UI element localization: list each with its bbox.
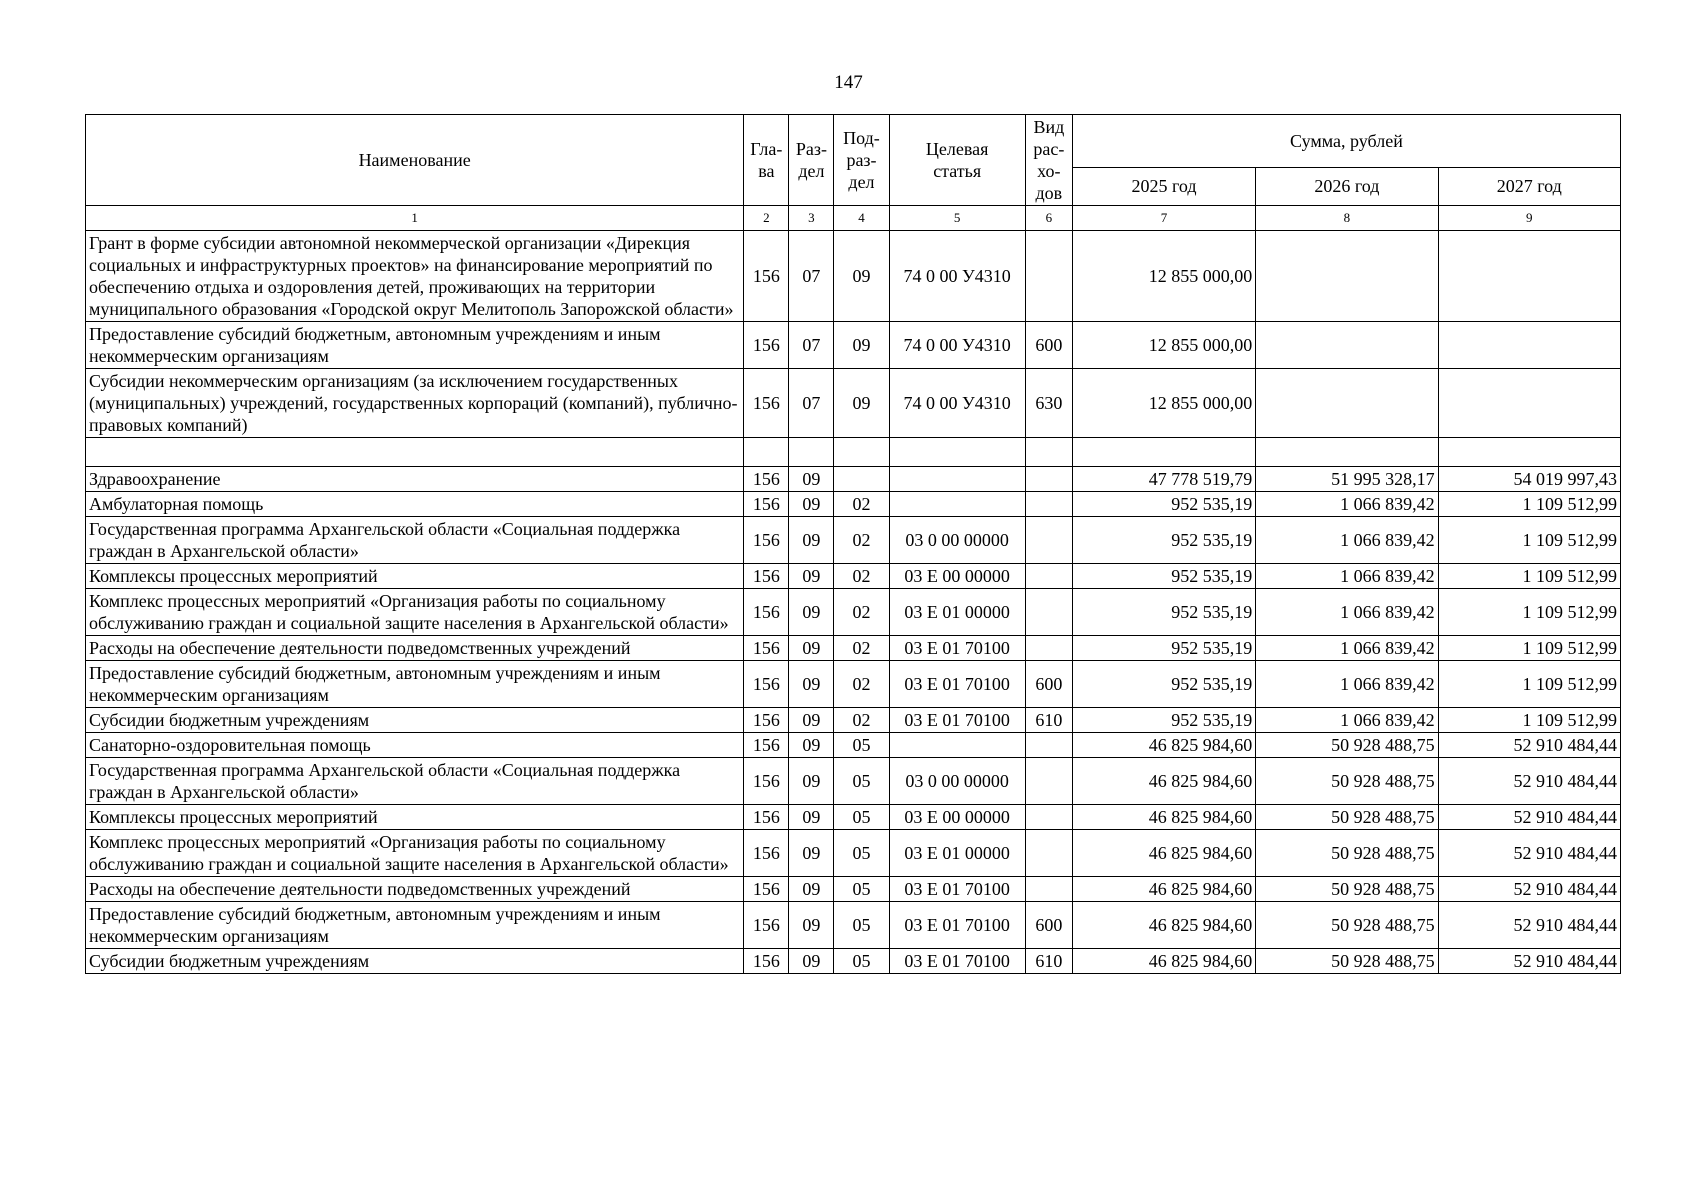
row-sum-2027: 52 910 484,44 <box>1438 758 1620 805</box>
row-chapter: 156 <box>744 708 789 733</box>
row-expense-type <box>1025 467 1072 492</box>
row-target-article: 03 Е 01 70100 <box>889 708 1025 733</box>
row-sum-2026: 50 928 488,75 <box>1256 877 1438 902</box>
row-sum-2026 <box>1256 438 1438 467</box>
row-name: Расходы на обеспечение деятельности подведомственных учреждений <box>86 877 744 902</box>
row-name: Государственная программа Архангельской области «Социальная поддержка граждан в Архангельской области» <box>86 758 744 805</box>
column-number: 4 <box>834 206 889 231</box>
row-sum-2026: 1 066 839,42 <box>1256 564 1438 589</box>
row-name: Грант в форме субсидии автономной некоммерческой организации «Дирекция социальных и инфраструктурных проектов» на финансирование мероприятий по обеспечению отдыха и оздоровления детей, проживающих на территории муниципального образования «Городской округ Мелитополь Запорожской области» <box>86 231 744 322</box>
row-target-article <box>889 733 1025 758</box>
row-chapter <box>744 438 789 467</box>
table-row <box>86 805 1621 830</box>
row-expense-type <box>1025 517 1072 564</box>
row-target-article: 03 Е 00 00000 <box>889 564 1025 589</box>
row-name: Субсидии бюджетным учреждениям <box>86 708 744 733</box>
header-target-article-line: статья <box>933 161 982 181</box>
header-section <box>789 115 834 206</box>
row-sum-2025: 46 825 984,60 <box>1072 949 1255 974</box>
row-chapter: 156 <box>744 467 789 492</box>
row-chapter: 156 <box>744 902 789 949</box>
row-subsection: 05 <box>834 733 889 758</box>
row-expense-type: 610 <box>1025 708 1072 733</box>
header-row-top <box>86 115 1621 168</box>
row-section: 09 <box>789 805 834 830</box>
header-expense-type-line: дов <box>1035 183 1063 203</box>
row-section: 09 <box>789 661 834 708</box>
row-section: 09 <box>789 467 834 492</box>
table-row <box>86 492 1621 517</box>
row-section: 09 <box>789 733 834 758</box>
row-expense-type <box>1025 231 1072 322</box>
row-expense-type <box>1025 589 1072 636</box>
row-sum-2026 <box>1256 231 1438 322</box>
row-target-article <box>889 438 1025 467</box>
row-subsection: 05 <box>834 949 889 974</box>
row-subsection: 02 <box>834 661 889 708</box>
row-sum-2027: 52 910 484,44 <box>1438 830 1620 877</box>
row-section: 07 <box>789 369 834 438</box>
header-expense-type-line: рас- <box>1033 139 1065 159</box>
row-chapter: 156 <box>744 805 789 830</box>
row-name: Комплексы процессных мероприятий <box>86 805 744 830</box>
row-section: 07 <box>789 231 834 322</box>
header-chapter <box>744 115 789 206</box>
table-row <box>86 661 1621 708</box>
row-expense-type <box>1025 877 1072 902</box>
row-sum-2025: 952 535,19 <box>1072 708 1255 733</box>
row-target-article: 03 Е 00 00000 <box>889 805 1025 830</box>
row-subsection: 02 <box>834 517 889 564</box>
row-expense-type: 610 <box>1025 949 1072 974</box>
row-sum-2025: 46 825 984,60 <box>1072 733 1255 758</box>
row-sum-2026: 1 066 839,42 <box>1256 517 1438 564</box>
row-section: 09 <box>789 708 834 733</box>
row-target-article: 74 0 00 У4310 <box>889 369 1025 438</box>
table-row <box>86 830 1621 877</box>
row-sum-2025 <box>1072 438 1255 467</box>
row-expense-type <box>1025 438 1072 467</box>
row-sum-2027: 1 109 512,99 <box>1438 661 1620 708</box>
table-row <box>86 589 1621 636</box>
row-sum-2026: 50 928 488,75 <box>1256 902 1438 949</box>
row-sum-2025: 12 855 000,00 <box>1072 231 1255 322</box>
row-target-article: 03 Е 01 70100 <box>889 902 1025 949</box>
row-expense-type <box>1025 636 1072 661</box>
table-row <box>86 369 1621 438</box>
row-sum-2026: 50 928 488,75 <box>1256 733 1438 758</box>
row-sum-2027: 52 910 484,44 <box>1438 902 1620 949</box>
row-section: 09 <box>789 517 834 564</box>
budget-table <box>85 114 1621 974</box>
row-target-article: 03 0 00 00000 <box>889 758 1025 805</box>
row-sum-2027 <box>1438 438 1620 467</box>
row-expense-type <box>1025 758 1072 805</box>
row-sum-2026: 50 928 488,75 <box>1256 830 1438 877</box>
table-row <box>86 636 1621 661</box>
row-target-article: 03 Е 01 00000 <box>889 830 1025 877</box>
page-number: 147 <box>834 72 863 93</box>
table-row <box>86 877 1621 902</box>
column-number: 7 <box>1072 206 1255 231</box>
column-number: 9 <box>1438 206 1620 231</box>
table-body <box>86 231 1621 974</box>
row-name: Санаторно-оздоровительная помощь <box>86 733 744 758</box>
row-sum-2025: 46 825 984,60 <box>1072 902 1255 949</box>
row-sum-2026: 1 066 839,42 <box>1256 708 1438 733</box>
row-section <box>789 438 834 467</box>
header-subsection-line: Под- <box>843 128 880 148</box>
table-row <box>86 231 1621 322</box>
row-sum-2025: 952 535,19 <box>1072 517 1255 564</box>
row-section: 09 <box>789 636 834 661</box>
table-row <box>86 564 1621 589</box>
row-name: Расходы на обеспечение деятельности подведомственных учреждений <box>86 636 744 661</box>
row-target-article <box>889 492 1025 517</box>
row-subsection: 05 <box>834 902 889 949</box>
row-sum-2025: 952 535,19 <box>1072 589 1255 636</box>
row-section: 09 <box>789 492 834 517</box>
header-section-line: дел <box>798 161 825 181</box>
row-subsection: 05 <box>834 877 889 902</box>
row-sum-2025: 46 825 984,60 <box>1072 805 1255 830</box>
row-sum-2025: 46 825 984,60 <box>1072 758 1255 805</box>
row-subsection: 02 <box>834 636 889 661</box>
table-row <box>86 517 1621 564</box>
row-sum-2025: 952 535,19 <box>1072 492 1255 517</box>
row-sum-2025: 952 535,19 <box>1072 636 1255 661</box>
table-row <box>86 733 1621 758</box>
row-chapter: 156 <box>744 517 789 564</box>
row-section: 09 <box>789 589 834 636</box>
row-name: Комплексы процессных мероприятий <box>86 564 744 589</box>
row-subsection: 02 <box>834 708 889 733</box>
row-target-article: 03 Е 01 70100 <box>889 949 1025 974</box>
row-section: 09 <box>789 877 834 902</box>
header-target-article <box>889 115 1025 206</box>
row-expense-type <box>1025 564 1072 589</box>
row-target-article: 03 Е 01 00000 <box>889 589 1025 636</box>
row-section: 09 <box>789 902 834 949</box>
table-row <box>86 758 1621 805</box>
row-name: Предоставление субсидий бюджетным, автономным учреждениям и иным некоммерческим организациям <box>86 322 744 369</box>
row-expense-type <box>1025 492 1072 517</box>
row-section: 07 <box>789 322 834 369</box>
column-number-row <box>86 206 1621 231</box>
row-chapter: 156 <box>744 949 789 974</box>
row-expense-type <box>1025 733 1072 758</box>
row-expense-type: 600 <box>1025 661 1072 708</box>
row-sum-2026: 51 995 328,17 <box>1256 467 1438 492</box>
row-subsection: 05 <box>834 758 889 805</box>
row-expense-type <box>1025 830 1072 877</box>
row-chapter: 156 <box>744 589 789 636</box>
row-sum-2025: 46 825 984,60 <box>1072 877 1255 902</box>
row-sum-2027: 52 910 484,44 <box>1438 805 1620 830</box>
header-year-2027: 2027 год <box>1438 167 1620 205</box>
row-subsection <box>834 438 889 467</box>
column-number: 1 <box>86 206 744 231</box>
header-section-line: Раз- <box>795 139 827 159</box>
row-target-article <box>889 467 1025 492</box>
row-sum-2026: 50 928 488,75 <box>1256 758 1438 805</box>
row-expense-type: 630 <box>1025 369 1072 438</box>
row-sum-2026 <box>1256 369 1438 438</box>
row-sum-2027: 1 109 512,99 <box>1438 517 1620 564</box>
row-subsection: 09 <box>834 231 889 322</box>
row-chapter: 156 <box>744 877 789 902</box>
row-sum-2026: 1 066 839,42 <box>1256 661 1438 708</box>
header-expense-type-line: хо- <box>1037 161 1061 181</box>
header-subsection-line: дел <box>848 172 875 192</box>
row-subsection: 02 <box>834 564 889 589</box>
header-subsection-line: раз- <box>846 150 877 170</box>
row-name: Предоставление субсидий бюджетным, автономным учреждениям и иным некоммерческим организациям <box>86 661 744 708</box>
row-sum-2025: 47 778 519,79 <box>1072 467 1255 492</box>
header-sum: Сумма, рублей <box>1072 115 1620 168</box>
row-sum-2027: 52 910 484,44 <box>1438 733 1620 758</box>
row-subsection: 02 <box>834 492 889 517</box>
row-name: Государственная программа Архангельской области «Социальная поддержка граждан в Архангельской области» <box>86 517 744 564</box>
row-sum-2026 <box>1256 322 1438 369</box>
row-chapter: 156 <box>744 661 789 708</box>
row-chapter: 156 <box>744 369 789 438</box>
table-row <box>86 949 1621 974</box>
header-expense-type-line: Вид <box>1033 117 1065 137</box>
table-row <box>86 322 1621 369</box>
table-row <box>86 438 1621 467</box>
header-name: Наименование <box>86 115 744 206</box>
column-number: 5 <box>889 206 1025 231</box>
header-chapter-line: ва <box>758 161 775 181</box>
column-number: 3 <box>789 206 834 231</box>
row-sum-2025: 46 825 984,60 <box>1072 830 1255 877</box>
row-sum-2027: 52 910 484,44 <box>1438 949 1620 974</box>
row-name: Комплекс процессных мероприятий «Организация работы по социальному обслуживанию граждан и социальной защите населения в Архангельской области» <box>86 830 744 877</box>
row-sum-2027 <box>1438 322 1620 369</box>
header-expense-type <box>1025 115 1072 206</box>
row-name: Предоставление субсидий бюджетным, автономным учреждениям и иным некоммерческим организациям <box>86 902 744 949</box>
row-sum-2025: 12 855 000,00 <box>1072 369 1255 438</box>
column-number: 8 <box>1256 206 1438 231</box>
table-row <box>86 708 1621 733</box>
table-row <box>86 902 1621 949</box>
row-chapter: 156 <box>744 733 789 758</box>
row-sum-2027: 1 109 512,99 <box>1438 492 1620 517</box>
row-sum-2026: 1 066 839,42 <box>1256 636 1438 661</box>
row-sum-2027: 1 109 512,99 <box>1438 564 1620 589</box>
row-sum-2027: 52 910 484,44 <box>1438 877 1620 902</box>
row-sum-2027: 1 109 512,99 <box>1438 589 1620 636</box>
row-chapter: 156 <box>744 231 789 322</box>
row-chapter: 156 <box>744 636 789 661</box>
row-target-article: 74 0 00 У4310 <box>889 231 1025 322</box>
row-sum-2027: 1 109 512,99 <box>1438 636 1620 661</box>
header-year-2026: 2026 год <box>1256 167 1438 205</box>
row-sum-2027 <box>1438 369 1620 438</box>
row-chapter: 156 <box>744 322 789 369</box>
row-sum-2025: 952 535,19 <box>1072 661 1255 708</box>
table-row <box>86 467 1621 492</box>
header-target-article-line: Целевая <box>925 139 989 159</box>
row-sum-2027: 1 109 512,99 <box>1438 708 1620 733</box>
row-sum-2027 <box>1438 231 1620 322</box>
row-subsection <box>834 467 889 492</box>
row-name: Здравоохранение <box>86 467 744 492</box>
row-chapter: 156 <box>744 758 789 805</box>
row-expense-type: 600 <box>1025 902 1072 949</box>
row-sum-2025: 12 855 000,00 <box>1072 322 1255 369</box>
row-sum-2026: 50 928 488,75 <box>1256 805 1438 830</box>
row-subsection: 05 <box>834 830 889 877</box>
header-subsection <box>834 115 889 206</box>
header-chapter-line: Гла- <box>750 139 783 159</box>
row-name: Субсидии некоммерческим организациям (за исключением государственных (муниципальных) учреждений, государственных корпораций (компаний), публично-правовых компаний) <box>86 369 744 438</box>
row-sum-2027: 54 019 997,43 <box>1438 467 1620 492</box>
row-name: Субсидии бюджетным учреждениям <box>86 949 744 974</box>
row-section: 09 <box>789 758 834 805</box>
row-target-article: 03 0 00 00000 <box>889 517 1025 564</box>
row-sum-2026: 50 928 488,75 <box>1256 949 1438 974</box>
row-expense-type <box>1025 805 1072 830</box>
row-chapter: 156 <box>744 492 789 517</box>
row-sum-2026: 1 066 839,42 <box>1256 589 1438 636</box>
row-subsection: 02 <box>834 589 889 636</box>
row-target-article: 74 0 00 У4310 <box>889 322 1025 369</box>
row-target-article: 03 Е 01 70100 <box>889 636 1025 661</box>
header-year-2025: 2025 год <box>1072 167 1255 205</box>
row-target-article: 03 Е 01 70100 <box>889 877 1025 902</box>
row-subsection: 09 <box>834 322 889 369</box>
row-expense-type: 600 <box>1025 322 1072 369</box>
row-chapter: 156 <box>744 564 789 589</box>
column-number: 6 <box>1025 206 1072 231</box>
row-name: Амбулаторная помощь <box>86 492 744 517</box>
row-section: 09 <box>789 830 834 877</box>
row-section: 09 <box>789 949 834 974</box>
row-name <box>86 438 744 467</box>
row-target-article: 03 Е 01 70100 <box>889 661 1025 708</box>
row-sum-2026: 1 066 839,42 <box>1256 492 1438 517</box>
row-subsection: 05 <box>834 805 889 830</box>
row-subsection: 09 <box>834 369 889 438</box>
row-sum-2025: 952 535,19 <box>1072 564 1255 589</box>
row-chapter: 156 <box>744 830 789 877</box>
row-name: Комплекс процессных мероприятий «Организация работы по социальному обслуживанию граждан и социальной защите населения в Архангельской области» <box>86 589 744 636</box>
column-number: 2 <box>744 206 789 231</box>
row-section: 09 <box>789 564 834 589</box>
